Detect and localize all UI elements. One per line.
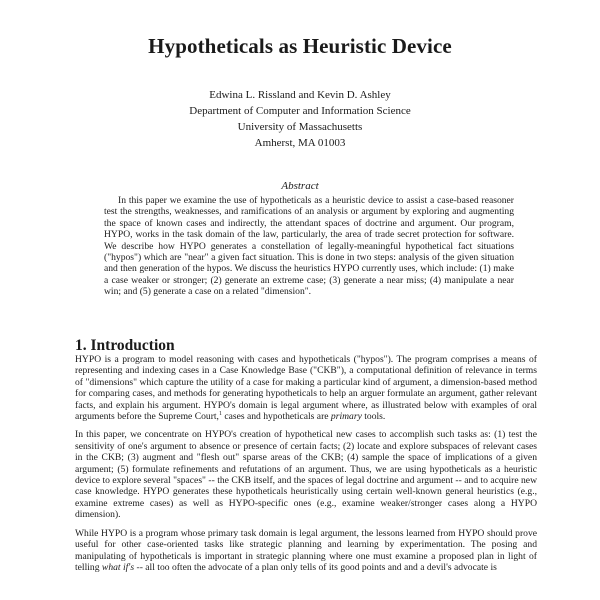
footnote-marker: 1 <box>218 410 222 417</box>
intro-p3-emphasis: what if's <box>101 561 135 573</box>
introduction-body <box>75 354 537 580</box>
intro-paragraph-1 <box>75 354 537 422</box>
author-block <box>0 87 600 151</box>
author-names: Edwina L. Rissland and Kevin D. Ashley <box>209 89 391 101</box>
abstract-paragraph: In this paper we examine the use of hypotheticals as a heuristic device to assist a case-based reasoner test the strengths, weaknesses, and ramifications of an analysis or argument by exploring and augmenting the space of known cases and indirectly, the attendant spaces of doctrine and argument. Our program, HYPO, works in the task domain of the law, particularly, the area of trade secret protection for software. We describe how HYPO generates a constellation of legally-meaningful hypothetical fact situations ("hypos") which are "near" a given fact situation. This is done in two steps: analysis of the given situation and then generation of the hypos. We discuss the heuristics HYPO currently uses, which include: (1) make a case weaker or stronger; (2) generate an extreme case; (3) generate a near miss; (4) manipulate a near win; and (5) generate a case on a related "dimension". <box>104 195 514 298</box>
intro-paragraph-3 <box>75 528 537 574</box>
author-department: Department of Computer and Information Science <box>189 105 411 117</box>
author-university: University of Massachusetts <box>237 121 363 133</box>
abstract-body <box>104 195 514 298</box>
author-location: Amherst, MA 01003 <box>254 137 346 149</box>
intro-p1-text-a: HYPO is a program to model reasoning with cases and hypotheticals ("hypos"). The program comprises a means of representing and indexing cases in a Case Knowledge Base ("CKB"), a computational definition of relevance in terms of "dimensions" which capture the utility of a case for making a particular kind of argument, a dimension-based method for comparing cases, and methods for generating hypotheticals to help an arguer formulate an argument, gather relevant facts, and explain his argument. HYPO's domain is legal argument where, as illustrated below with examples of oral arguments before the Supreme Court, <box>75 354 537 423</box>
intro-paragraph-2: In this paper, we concentrate on HYPO's creation of hypothetical new cases to accomplish such tasks as: (1) test the sensitivity of one's argument to absence or presence of certain facts; (2) locate and explore subspaces of relevant cases in the CKB; (3) augment and "flesh out" sparse areas of the CKB; (4) sample the space of implications of a given argument; (5) formulate refinements and refutations of an argument. Thus, we are using hypotheticals as a heuristic device to explore several "spaces" -- the CKB itself, and the spaces of legal doctrine and argument -- and to acquire new case knowledge. HYPO generates these hypotheticals heuristically using certain well-known general heuristics (e.g., examine extreme cases) as well as HYPO-specific ones (e.g., examine weaker/stronger cases along a HYPO dimension). <box>75 429 537 521</box>
intro-p1-text-b: cases and hypotheticals are <box>221 411 331 423</box>
intro-p3-text-b: -- all too often the advocate of a plan only tells of its good points and and a devil's advocate is <box>134 561 497 573</box>
abstract-heading: Abstract <box>281 180 319 192</box>
intro-p3-text-a: While HYPO is a program whose primary task domain is legal argument, the lessons learned from HYPO should prove useful for other case-oriented tasks like strategic planning and learning by experimentation. The posing and manipulating of hypotheticals is important in strategic planning where one must examine a proposed plan in light of telling <box>75 527 537 573</box>
intro-p1-emphasis: primary <box>330 411 362 423</box>
intro-p1-text-c: tools. <box>361 411 386 423</box>
section-heading-introduction: 1. Introduction <box>75 337 175 354</box>
paper-title: Hypotheticals as Heuristic Device <box>148 34 452 58</box>
